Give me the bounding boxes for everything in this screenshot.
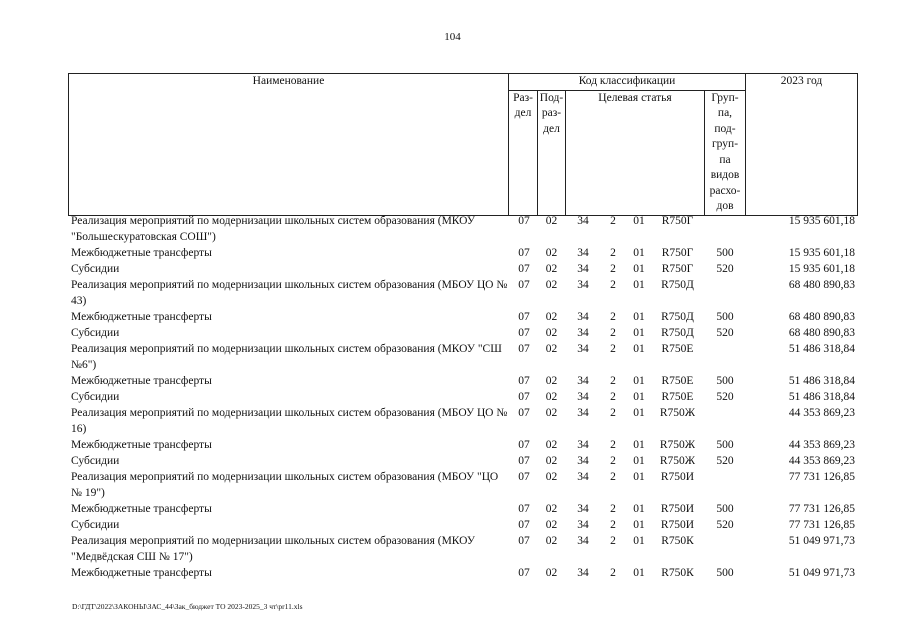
row-group: 500 [716, 375, 734, 387]
row-razdel: 07 [518, 263, 530, 275]
row-target-part-3: 01 [633, 407, 645, 419]
file-path-footer: D:\ГДТ\2022\ЗАКОНЫ\ЗАС_44\Зак_бюджет ТО 2023-2025_3 чт\pr11.xls [72, 602, 303, 611]
row-target-part-3: 01 [633, 519, 645, 531]
row-target-part-2: 2 [610, 375, 616, 387]
row-group: 520 [716, 519, 734, 531]
row-target-part-4: R750Е [661, 375, 694, 387]
row-target-part-1: 34 [577, 535, 589, 547]
table-header [68, 73, 858, 216]
row-amount: 51 486 318,84 [788, 391, 855, 403]
row-razdel: 07 [518, 535, 530, 547]
row-target-part-4: R750К [661, 535, 694, 547]
row-podrazdel: 02 [545, 263, 558, 275]
table-row [0, 309, 905, 325]
row-group: 520 [716, 327, 734, 339]
row-target-part-4: R750И [660, 503, 695, 515]
row-target-part-2: 2 [610, 247, 616, 259]
row-name: Межбюджетные трансферты [71, 311, 212, 323]
row-target-part-1: 34 [577, 327, 589, 339]
table-row [0, 565, 905, 581]
row-amount: 15 935 601,18 [788, 263, 855, 275]
row-razdel: 07 [518, 567, 530, 579]
row-target-part-4: R750И [660, 519, 695, 531]
row-target-part-4: R750Г [661, 247, 694, 259]
row-name: Межбюджетные трансферты [71, 439, 212, 451]
row-amount: 44 353 869,23 [788, 439, 855, 451]
row-name: Межбюджетные трансферты [71, 567, 212, 579]
row-target-part-1: 34 [577, 567, 589, 579]
table-row [0, 453, 905, 469]
row-target-part-2: 2 [610, 279, 616, 291]
row-target-part-2: 2 [610, 535, 616, 547]
row-target-part-1: 34 [577, 279, 589, 291]
row-target-part-4: R750Г [661, 215, 694, 227]
row-target-part-4: R750Ж [659, 455, 696, 467]
row-target-part-2: 2 [610, 455, 616, 467]
row-podrazdel: 02 [545, 375, 558, 387]
row-podrazdel: 02 [545, 503, 558, 515]
header-podrazdel: Под- раз- дел [538, 90, 566, 215]
row-target-part-3: 01 [633, 375, 645, 387]
row-target-part-2: 2 [610, 391, 616, 403]
header-code-group: Код классификации [509, 74, 746, 91]
row-target-part-4: R750Ж [659, 439, 696, 451]
table-row [0, 213, 905, 245]
row-target-part-1: 34 [577, 407, 589, 419]
row-target-part-1: 34 [577, 439, 589, 451]
row-target-part-1: 34 [577, 311, 589, 323]
row-group: 520 [716, 391, 734, 403]
row-target-part-1: 34 [577, 455, 589, 467]
row-target-part-1: 34 [577, 519, 589, 531]
row-group: 500 [716, 247, 734, 259]
row-podrazdel: 02 [545, 247, 558, 259]
table-row [0, 373, 905, 389]
row-podrazdel: 02 [545, 279, 558, 291]
row-name: Реализация мероприятий по модернизации школьных систем образования (МКОУ "СШ №6") [71, 343, 502, 371]
row-target-part-4: R750К [661, 567, 694, 579]
row-razdel: 07 [518, 279, 530, 291]
row-name: Субсидии [71, 327, 120, 339]
row-razdel: 07 [518, 391, 530, 403]
row-podrazdel: 02 [545, 455, 558, 467]
row-target-part-3: 01 [633, 503, 645, 515]
row-podrazdel: 02 [545, 343, 558, 355]
row-target-part-1: 34 [577, 263, 589, 275]
row-target-part-3: 01 [633, 263, 645, 275]
row-target-part-2: 2 [610, 503, 616, 515]
row-target-part-3: 01 [633, 391, 645, 403]
table-row [0, 245, 905, 261]
row-name: Реализация мероприятий по модернизации школьных систем образования (МБОУ ЦО № 16) [71, 407, 508, 435]
row-group: 520 [716, 263, 734, 275]
row-target-part-2: 2 [610, 519, 616, 531]
row-amount: 51 049 971,73 [788, 567, 855, 579]
row-target-part-3: 01 [633, 535, 645, 547]
row-target-part-3: 01 [633, 247, 645, 259]
row-amount: 15 935 601,18 [788, 247, 855, 259]
row-target-part-3: 01 [633, 455, 645, 467]
row-razdel: 07 [518, 407, 530, 419]
table-row [0, 501, 905, 517]
header-target: Целевая статья [566, 90, 705, 215]
row-group: 500 [716, 439, 734, 451]
row-razdel: 07 [518, 519, 530, 531]
row-target-part-1: 34 [577, 471, 589, 483]
row-target-part-4: R750И [660, 471, 695, 483]
row-target-part-2: 2 [610, 311, 616, 323]
row-amount: 68 480 890,83 [788, 279, 855, 291]
row-target-part-2: 2 [610, 567, 616, 579]
row-target-part-4: R750Д [661, 327, 694, 339]
row-amount: 51 049 971,73 [788, 535, 855, 547]
row-podrazdel: 02 [545, 567, 558, 579]
row-name: Межбюджетные трансферты [71, 375, 212, 387]
row-razdel: 07 [518, 455, 530, 467]
row-podrazdel: 02 [545, 535, 558, 547]
row-target-part-4: R750Ж [659, 407, 696, 419]
row-target-part-4: R750Е [661, 343, 694, 355]
table-row [0, 277, 905, 309]
row-target-part-4: R750Д [661, 311, 694, 323]
row-amount: 77 731 126,85 [788, 503, 855, 515]
row-amount: 68 480 890,83 [788, 311, 855, 323]
row-name: Реализация мероприятий по модернизации школьных систем образования (МКОУ "Большескуратовская СОШ") [71, 215, 475, 243]
row-target-part-1: 34 [577, 215, 589, 227]
row-name: Реализация мероприятий по модернизации школьных систем образования (МБОУ "ЦО № 19") [71, 471, 499, 499]
row-amount: 77 731 126,85 [788, 519, 855, 531]
row-amount: 77 731 126,85 [788, 471, 855, 483]
row-podrazdel: 02 [545, 215, 558, 227]
row-target-part-1: 34 [577, 375, 589, 387]
table-row [0, 437, 905, 453]
row-razdel: 07 [518, 215, 530, 227]
table-row [0, 261, 905, 277]
row-name: Межбюджетные трансферты [71, 247, 212, 259]
row-podrazdel: 02 [545, 407, 558, 419]
row-amount: 51 486 318,84 [788, 375, 855, 387]
table-row [0, 533, 905, 565]
row-target-part-2: 2 [610, 471, 616, 483]
table-row [0, 517, 905, 533]
header-name: Наименование [69, 74, 509, 216]
row-target-part-1: 34 [577, 247, 589, 259]
row-target-part-2: 2 [610, 263, 616, 275]
row-target-part-2: 2 [610, 439, 616, 451]
row-podrazdel: 02 [545, 311, 558, 323]
row-group: 500 [716, 503, 734, 515]
row-podrazdel: 02 [545, 327, 558, 339]
row-razdel: 07 [518, 503, 530, 515]
table-row [0, 325, 905, 341]
row-name: Межбюджетные трансферты [71, 503, 212, 515]
row-razdel: 07 [518, 247, 530, 259]
header-razdel: Раз- дел [509, 90, 538, 215]
table-row [0, 405, 905, 437]
row-name: Реализация мероприятий по модернизации школьных систем образования (МКОУ "Медвёдская СШ № 17") [71, 535, 475, 563]
row-amount: 51 486 318,84 [788, 343, 855, 355]
row-name: Субсидии [71, 391, 120, 403]
row-target-part-3: 01 [633, 567, 645, 579]
row-group: 500 [716, 567, 734, 579]
row-target-part-3: 01 [633, 327, 645, 339]
row-target-part-2: 2 [610, 327, 616, 339]
row-podrazdel: 02 [545, 471, 558, 483]
row-razdel: 07 [518, 327, 530, 339]
header-group: Груп- па, под- груп- па видов расхо- дов [705, 90, 746, 215]
row-razdel: 07 [518, 471, 530, 483]
row-name: Субсидии [71, 263, 120, 275]
page-number: 104 [444, 31, 461, 43]
row-group: 500 [716, 311, 734, 323]
row-group: 520 [716, 455, 734, 467]
table-body [0, 213, 905, 581]
row-target-part-1: 34 [577, 343, 589, 355]
row-razdel: 07 [518, 439, 530, 451]
row-target-part-4: R750Е [661, 391, 694, 403]
row-amount: 68 480 890,83 [788, 327, 855, 339]
row-target-part-1: 34 [577, 503, 589, 515]
row-target-part-2: 2 [610, 407, 616, 419]
row-amount: 44 353 869,23 [788, 455, 855, 467]
row-target-part-4: R750Г [661, 263, 694, 275]
row-amount: 44 353 869,23 [788, 407, 855, 419]
row-podrazdel: 02 [545, 519, 558, 531]
row-target-part-3: 01 [633, 343, 645, 355]
table-row [0, 341, 905, 373]
row-target-part-3: 01 [633, 471, 645, 483]
row-name: Субсидии [71, 455, 120, 467]
row-target-part-3: 01 [633, 439, 645, 451]
header-year: 2023 год [746, 74, 858, 216]
row-target-part-2: 2 [610, 343, 616, 355]
row-amount: 15 935 601,18 [788, 215, 855, 227]
row-razdel: 07 [518, 311, 530, 323]
row-razdel: 07 [518, 343, 530, 355]
row-target-part-2: 2 [610, 215, 616, 227]
row-target-part-1: 34 [577, 391, 589, 403]
row-target-part-3: 01 [633, 215, 645, 227]
row-razdel: 07 [518, 375, 530, 387]
row-name: Реализация мероприятий по модернизации школьных систем образования (МБОУ ЦО № 43) [71, 279, 508, 307]
table-row [0, 389, 905, 405]
table-row [0, 469, 905, 501]
row-target-part-4: R750Д [661, 279, 694, 291]
row-podrazdel: 02 [545, 439, 558, 451]
row-podrazdel: 02 [545, 391, 558, 403]
row-name: Субсидии [71, 519, 120, 531]
row-target-part-3: 01 [633, 311, 645, 323]
row-target-part-3: 01 [633, 279, 645, 291]
